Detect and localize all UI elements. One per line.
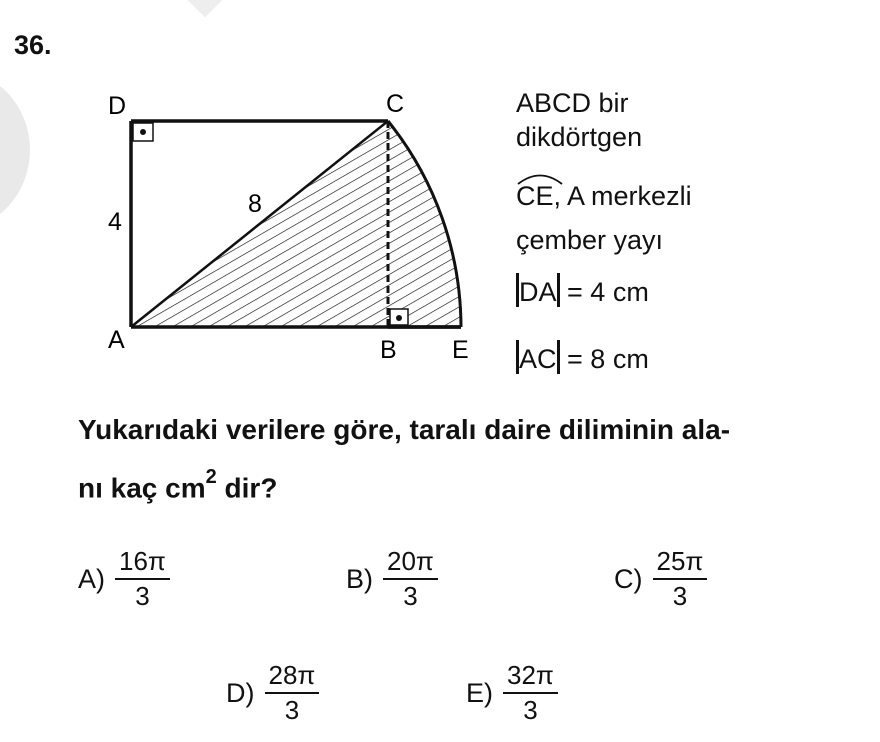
- arc-description: , A merkezli: [553, 181, 692, 211]
- choice-b[interactable]: B) $\frac{20\pi}{3}$: [346, 546, 438, 612]
- given-line-2: dikdörtgen: [516, 122, 643, 152]
- given-da: [516, 273, 649, 308]
- question-line-1: Yukarıdaki verilere göre, taralı daire diliminin ala-: [78, 414, 731, 445]
- da-name: DA: [519, 277, 557, 307]
- geometry-figure: [0, 0, 500, 380]
- choice-a[interactable]: A) $\frac{16\pi}{3}$: [78, 546, 170, 612]
- label-e: E: [452, 336, 469, 364]
- choice-c[interactable]: C) $\frac{25\pi}{3}$: [614, 546, 707, 612]
- label-c: C: [386, 90, 405, 118]
- fraction: $\frac{20\pi}{3}$: [383, 546, 438, 612]
- choice-d[interactable]: D) $\frac{28\pi}{3}$: [226, 660, 319, 726]
- label-d: D: [108, 92, 127, 120]
- label-a: A: [108, 326, 125, 354]
- ac-name: AC: [519, 344, 557, 374]
- given-ac: [516, 340, 649, 375]
- da-value: = 4 cm: [567, 277, 649, 307]
- question-line-2: nı kaç $cm^2$ dir?: [78, 466, 278, 504]
- choice-e[interactable]: E) $\frac{32\pi}{3}$: [466, 660, 558, 726]
- given-line-1: ABCD bir: [516, 88, 629, 118]
- fraction: $\frac{16\pi}{3}$: [115, 546, 170, 612]
- label-diag-8: 8: [248, 190, 262, 218]
- fraction: $\frac{28\pi}{3}$: [265, 660, 320, 726]
- ac-value: = 8 cm: [567, 344, 649, 374]
- given-line-4: çember yayı: [516, 225, 664, 255]
- label-b: B: [380, 336, 397, 364]
- fraction: $\frac{25\pi}{3}$: [653, 546, 708, 612]
- label-side-4: 4: [108, 208, 122, 236]
- arc-ce-label: CE: [516, 181, 554, 212]
- arc-symbol: [516, 171, 564, 185]
- fraction: $\frac{32\pi}{3}$: [503, 660, 558, 726]
- unit-exponent: 2: [205, 466, 217, 488]
- question-number: 36.: [14, 30, 52, 60]
- given-line-arc: [516, 181, 692, 212]
